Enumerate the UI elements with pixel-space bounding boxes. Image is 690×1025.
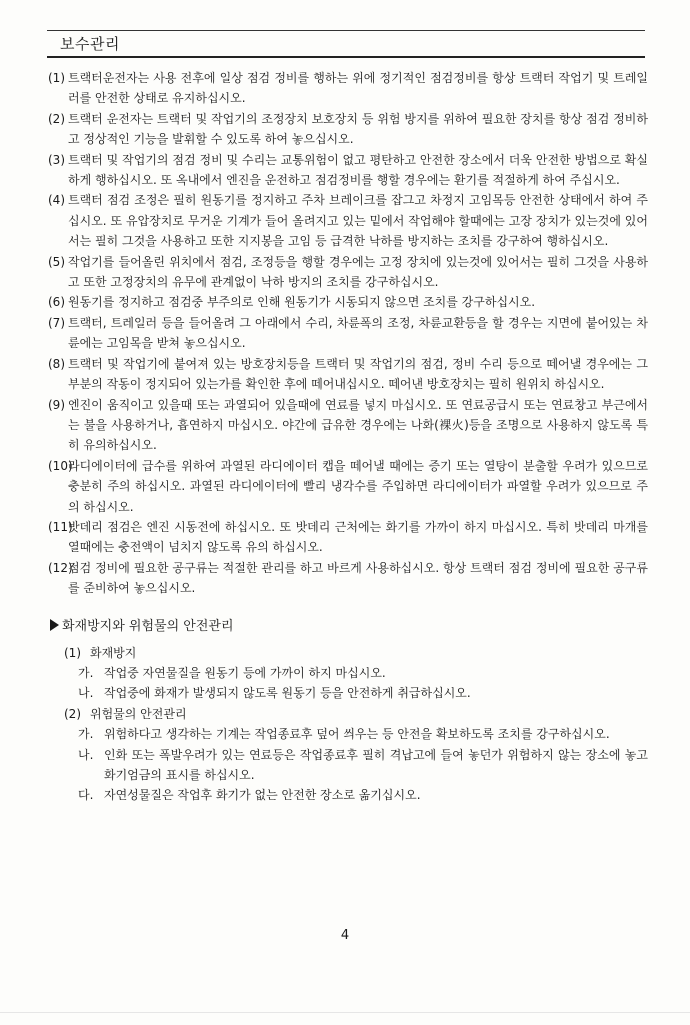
maintenance-item <box>48 109 648 150</box>
item-number: (12) <box>48 560 73 575</box>
subsection-item-number: 나. <box>78 686 94 701</box>
item-number: (10) <box>48 458 73 473</box>
page-number: 4 <box>340 928 350 943</box>
subsection-title: 화재방지 <box>90 645 137 660</box>
maintenance-list <box>48 68 648 599</box>
item-number: (7) <box>48 315 65 330</box>
item-number: (2) <box>48 111 65 126</box>
subsection-item-number: 다. <box>78 788 94 803</box>
subsection-title: 위험물의 안전관리 <box>90 706 187 721</box>
item-text: 엔진이 움직이고 있을때 또는 과열되어 있을때에 연료를 넣지 마십시오. 또 연료공급시 또는 연료창고 부근에서는 불을 사용하거나, 흡연하지 마십시오. 야간에 급유한 경우에는 나화(裸火)등을 조명으로 사용하지 않도록 특히 유의하십시오. <box>68 397 648 453</box>
item-number: (1) <box>48 71 65 85</box>
maintenance-item <box>48 190 648 251</box>
item-number: (6) <box>48 295 65 310</box>
fire-subsection-list <box>48 643 648 806</box>
header-top-rule <box>47 30 645 31</box>
item-text: 점검 정비에 필요한 공구류는 적절한 관리를 하고 바르게 사용하십시오. 항상 트랙터 점검 정비에 필요한 공구류를 준비하여 놓으십시오. <box>68 560 648 596</box>
subsection-item <box>78 663 648 683</box>
maintenance-item <box>48 354 648 395</box>
subsection-item-number: 가. <box>78 665 94 680</box>
subsection-item-text: 인화 또는 폭발우려가 있는 연료등은 작업종료후 필히 격납고에 들여 놓던가 위험하지 않는 장소에 놓고 화기엄금의 표시를 하십시오. <box>104 747 648 782</box>
subsection-item-text: 자연성물질은 작업후 화기가 없는 안전한 장소로 옮기십시오. <box>104 788 421 803</box>
maintenance-item <box>48 558 648 599</box>
maintenance-item <box>48 292 648 312</box>
item-number: (8) <box>48 356 65 371</box>
subsection-heading <box>64 643 648 663</box>
item-text: 트랙터 점검 조정은 필히 원동기를 정지하고 주차 브레이크를 잡그고 차정지 고임목등 안전한 상태에서 하여 주십시오. 또 유압장치로 무거운 기계가 들어 올려지고 있는 밑에서 작업해야 할때에는 고장 장치가 있는것에 있어서는 필히 그것을 사용하고 또한 지지봉을 고임 등 급격한 낙하를 방지하는 조치를 강구하여 행하십시오. <box>68 193 648 249</box>
subsection-item <box>78 724 648 744</box>
item-text: 밧데리 점검은 엔진 시동전에 하십시오. 또 밧데리 근처에는 화기를 가까이 하지 마십시오. 특히 밧데리 마개를 열때에는 충전액이 넘치지 않도록 유의 하십시오. <box>68 519 648 555</box>
item-text: 트랙터 운전자는 트랙터 및 작업기의 조정장치 보호장치 등 위험 방지를 위하여 필요한 장치를 항상 점검 정비하고 정상적인 기능을 발휘할 수 있도록 하여 놓으십시오. <box>68 111 648 147</box>
item-text: 트랙터, 트레일러 등을 들어올려 그 아래에서 수리, 차륜폭의 조정, 차륜교환등을 할 경우는 지면에 붙어있는 차륜에는 고임목을 받쳐 놓으십시오. <box>68 315 648 351</box>
fire-section-title: 화재방지와 위험물의 안전관리 <box>62 618 234 634</box>
item-number: (3) <box>48 152 65 167</box>
subsection-item-number: 가. <box>78 727 94 742</box>
maintenance-item <box>48 517 648 558</box>
maintenance-content <box>48 68 648 806</box>
subsection-number: (1) <box>64 645 81 660</box>
item-text: 트랙터 및 작업기의 점검 정비 및 수리는 교통위험이 없고 평탄하고 안전한 장소에서 더욱 안전한 방법으로 확실하게 행하십시오. 또 옥내에서 엔진을 운전하고 점검정비를 행할 경우에는 환기를 적절하게 하여 주십시오. <box>68 152 648 188</box>
item-text: 라디에이터에 급수를 위하여 과열된 라디에이터 캡을 떼어낼 때에는 증기 또는 열탕이 분출할 우려가 있으므로 충분히 주의 하십시오. 과열된 라디에이터에 빨리 냉각수를 주입하면 라디에이터가 파열할 우려가 있으므로 주의 하십시오. <box>68 458 648 514</box>
maintenance-item <box>48 313 648 354</box>
subsection-item-text: 작업중 자연물질을 원동기 등에 가까이 하지 마십시오. <box>104 665 386 680</box>
triangle-bullet-icon <box>50 619 59 631</box>
item-text: 트랙터운전자는 사용 전후에 일상 점검 정비를 행하는 위에 정기적인 점검정비를 항상 트랙터 작업기 및 트레일러를 안전한 상태로 유지하십시오. <box>68 71 648 106</box>
page-bottom-edge <box>0 1012 690 1013</box>
subsection-number: (2) <box>64 706 81 721</box>
subsection-item-number: 나. <box>78 747 94 762</box>
maintenance-item <box>48 150 648 191</box>
subsection-heading <box>64 704 648 724</box>
subsection-item <box>78 785 648 805</box>
fire-section-heading <box>48 616 648 638</box>
subsection-item-text: 작업중에 화재가 발생되지 않도록 원동기 등을 안전하게 취급하십시오. <box>104 686 471 701</box>
item-text: 작업기를 들어올린 위치에서 점검, 조정등을 행할 경우에는 고정 장치에 있는것에 있어서는 필히 그것을 사용하고 또한 고정장치의 유무에 관계없이 낙하 방지의 조치를 강구하십시오. <box>68 254 648 290</box>
item-text: 트랙터 및 작업기에 붙여져 있는 방호장치등을 트랙터 및 작업기의 점검, 정비 수리 등으로 떼어낼 경우에는 그 부분의 작동이 정지되어 있는가를 확인한 후에 떼어내십시오. 떼어낸 방호장치는 필히 원위치 하십시오. <box>68 356 648 392</box>
item-number: (9) <box>48 397 65 412</box>
header-bottom-rule <box>47 56 645 58</box>
section-title: 보수관리 <box>60 35 120 53</box>
item-text: 원동기를 정지하고 점검중 부주의로 인해 원동기가 시동되지 않으면 조치를 강구하십시오. <box>68 295 536 310</box>
item-number: (5) <box>48 254 65 269</box>
maintenance-item <box>48 395 648 456</box>
item-number: (11) <box>48 519 73 534</box>
subsection-item-text: 위험하다고 생각하는 기계는 작업종료후 덮어 씌우는 등 안전을 확보하도록 조치를 강구하십시오. <box>104 727 610 742</box>
subsection-item <box>78 745 648 786</box>
maintenance-item <box>48 68 648 109</box>
subsection-item <box>78 683 648 703</box>
item-number: (4) <box>48 193 65 208</box>
maintenance-item <box>48 456 648 517</box>
maintenance-item <box>48 252 648 293</box>
